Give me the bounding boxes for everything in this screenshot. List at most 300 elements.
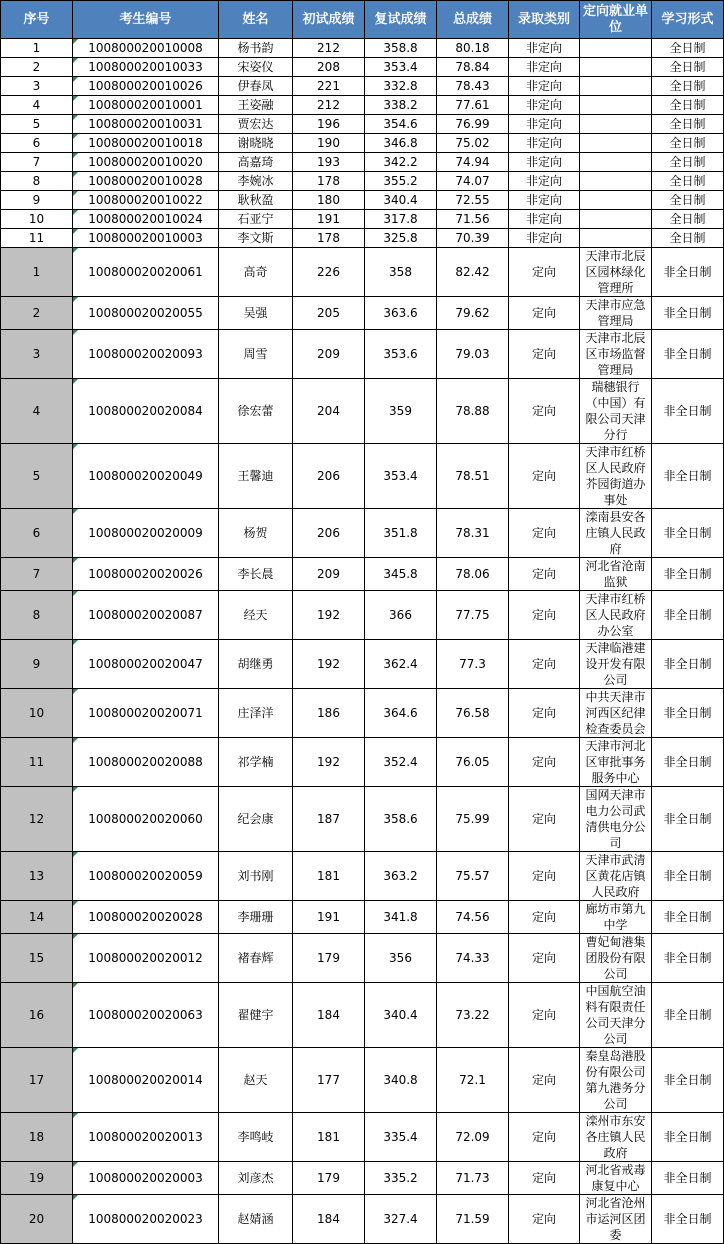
row-seq: 6 — [1, 509, 73, 558]
row-seq: 18 — [1, 1113, 73, 1162]
row-admission-type: 非定向 — [509, 172, 580, 191]
row-second-score: 355.2 — [365, 172, 437, 191]
row-seq: 7 — [1, 153, 73, 172]
table-row — [1, 509, 724, 558]
row-employer: 中国航空油料有限责任公司天津分公司 — [580, 983, 652, 1048]
row-name: 刘彦杰 — [219, 1162, 293, 1195]
row-name: 李长晨 — [219, 558, 293, 591]
table-row — [1, 191, 724, 210]
row-exam-id: 100800020020063 — [73, 983, 219, 1048]
row-name: 伊春凤 — [219, 77, 293, 96]
row-employer: 河北省戒毒康复中心 — [580, 1162, 652, 1195]
row-exam-id: 100800020020055 — [73, 297, 219, 330]
row-admission-type: 定向 — [509, 297, 580, 330]
table-row — [1, 787, 724, 852]
row-study-mode: 非全日制 — [652, 983, 724, 1048]
row-name: 王姿融 — [219, 96, 293, 115]
row-employer: 中共天津市河西区纪律检查委员会 — [580, 689, 652, 738]
row-study-mode: 非全日制 — [652, 1195, 724, 1244]
row-seq: 3 — [1, 330, 73, 379]
row-second-score: 363.2 — [365, 852, 437, 901]
row-total-score: 72.09 — [437, 1113, 509, 1162]
row-second-score: 359 — [365, 379, 437, 444]
row-employer — [580, 172, 652, 191]
row-employer: 瑞穗银行（中国）有限公司天津分行 — [580, 379, 652, 444]
table-row — [1, 134, 724, 153]
row-first-score: 191 — [293, 210, 365, 229]
row-exam-id: 100800020020009 — [73, 509, 219, 558]
row-first-score: 196 — [293, 115, 365, 134]
row-seq: 10 — [1, 689, 73, 738]
row-employer: 天津市北辰区园林绿化管理所 — [580, 248, 652, 297]
row-first-score: 177 — [293, 1048, 365, 1113]
row-name: 经天 — [219, 591, 293, 640]
row-exam-id: 100800020020023 — [73, 1195, 219, 1244]
row-first-score: 204 — [293, 379, 365, 444]
row-study-mode: 非全日制 — [652, 591, 724, 640]
table-row — [1, 330, 724, 379]
row-second-score: 340.8 — [365, 1048, 437, 1113]
row-first-score: 192 — [293, 591, 365, 640]
row-study-mode: 全日制 — [652, 210, 724, 229]
row-total-score: 78.84 — [437, 58, 509, 77]
row-employer: 天津市北辰区市场监督管理局 — [580, 330, 652, 379]
row-first-score: 192 — [293, 640, 365, 689]
table-row — [1, 852, 724, 901]
row-first-score: 212 — [293, 96, 365, 115]
table-row — [1, 901, 724, 934]
row-total-score: 75.57 — [437, 852, 509, 901]
row-name: 徐宏蕾 — [219, 379, 293, 444]
table-row — [1, 558, 724, 591]
row-admission-type: 定向 — [509, 509, 580, 558]
row-employer: 滦南县安各庄镇人民政府 — [580, 509, 652, 558]
table-row — [1, 297, 724, 330]
row-total-score: 71.59 — [437, 1195, 509, 1244]
row-seq: 4 — [1, 379, 73, 444]
row-study-mode: 非全日制 — [652, 1048, 724, 1113]
row-name: 胡继勇 — [219, 640, 293, 689]
table-row — [1, 96, 724, 115]
row-admission-type: 定向 — [509, 1195, 580, 1244]
row-first-score: 181 — [293, 852, 365, 901]
row-study-mode: 非全日制 — [652, 738, 724, 787]
row-employer — [580, 210, 652, 229]
row-name: 李鸣岐 — [219, 1113, 293, 1162]
row-study-mode: 非全日制 — [652, 934, 724, 983]
row-second-score: 366 — [365, 591, 437, 640]
row-name: 贾宏达 — [219, 115, 293, 134]
row-exam-id: 100800020020003 — [73, 1162, 219, 1195]
row-admission-type: 定向 — [509, 640, 580, 689]
col-header-exam-id: 考生编号 — [73, 1, 219, 39]
row-name: 刘书刚 — [219, 852, 293, 901]
row-seq: 3 — [1, 77, 73, 96]
row-second-score: 325.8 — [365, 229, 437, 248]
row-seq: 11 — [1, 738, 73, 787]
row-admission-type: 定向 — [509, 983, 580, 1048]
row-employer: 廊坊市第九中学 — [580, 901, 652, 934]
table-row — [1, 229, 724, 248]
row-employer — [580, 58, 652, 77]
row-exam-id: 100800020020084 — [73, 379, 219, 444]
row-second-score: 335.2 — [365, 1162, 437, 1195]
row-employer: 河北省沧南监狱 — [580, 558, 652, 591]
row-admission-type: 定向 — [509, 444, 580, 509]
row-exam-id: 100800020010033 — [73, 58, 219, 77]
row-name: 吴强 — [219, 297, 293, 330]
row-second-score: 362.4 — [365, 640, 437, 689]
row-exam-id: 100800020020012 — [73, 934, 219, 983]
row-name: 王馨迪 — [219, 444, 293, 509]
row-admission-type: 定向 — [509, 248, 580, 297]
row-study-mode: 非全日制 — [652, 248, 724, 297]
row-total-score: 78.06 — [437, 558, 509, 591]
row-name: 纪会康 — [219, 787, 293, 852]
row-admission-type: 定向 — [509, 330, 580, 379]
row-seq: 8 — [1, 591, 73, 640]
row-study-mode: 非全日制 — [652, 330, 724, 379]
row-employer: 天津市武清区黄花店镇人民政府 — [580, 852, 652, 901]
row-total-score: 76.99 — [437, 115, 509, 134]
row-admission-type: 定向 — [509, 787, 580, 852]
table-row — [1, 444, 724, 509]
row-total-score: 71.73 — [437, 1162, 509, 1195]
row-total-score: 76.05 — [437, 738, 509, 787]
row-study-mode: 非全日制 — [652, 1162, 724, 1195]
row-exam-id: 100800020010018 — [73, 134, 219, 153]
row-first-score: 180 — [293, 191, 365, 210]
row-second-score: 341.8 — [365, 901, 437, 934]
row-first-score: 208 — [293, 58, 365, 77]
row-exam-id: 100800020020061 — [73, 248, 219, 297]
row-total-score: 77.75 — [437, 591, 509, 640]
row-second-score: 345.8 — [365, 558, 437, 591]
row-name: 翟健宇 — [219, 983, 293, 1048]
table-row — [1, 689, 724, 738]
table-row — [1, 1195, 724, 1244]
row-seq: 14 — [1, 901, 73, 934]
row-second-score: 358.8 — [365, 39, 437, 58]
row-name: 庄泽洋 — [219, 689, 293, 738]
row-admission-type: 非定向 — [509, 229, 580, 248]
row-name: 李珊珊 — [219, 901, 293, 934]
row-second-score: 352.4 — [365, 738, 437, 787]
row-admission-type: 非定向 — [509, 153, 580, 172]
row-admission-type: 定向 — [509, 1113, 580, 1162]
row-employer: 国网天津市电力公司武清供电分公司 — [580, 787, 652, 852]
row-employer: 天津市红桥区人民政府芥园街道办事处 — [580, 444, 652, 509]
row-study-mode: 全日制 — [652, 96, 724, 115]
row-seq: 13 — [1, 852, 73, 901]
row-exam-id: 100800020020087 — [73, 591, 219, 640]
row-study-mode: 非全日制 — [652, 509, 724, 558]
row-name: 李文斯 — [219, 229, 293, 248]
row-name: 褚春辉 — [219, 934, 293, 983]
row-admission-type: 定向 — [509, 558, 580, 591]
row-exam-id: 100800020020060 — [73, 787, 219, 852]
row-exam-id: 100800020020071 — [73, 689, 219, 738]
row-first-score: 191 — [293, 901, 365, 934]
row-employer — [580, 134, 652, 153]
row-study-mode: 全日制 — [652, 134, 724, 153]
row-name: 杨书韵 — [219, 39, 293, 58]
row-exam-id: 100800020020047 — [73, 640, 219, 689]
row-second-score: 332.8 — [365, 77, 437, 96]
row-exam-id: 100800020010001 — [73, 96, 219, 115]
row-employer: 天津市应急管理局 — [580, 297, 652, 330]
row-employer — [580, 115, 652, 134]
row-admission-type: 定向 — [509, 689, 580, 738]
row-total-score: 78.51 — [437, 444, 509, 509]
row-exam-id: 100800020020026 — [73, 558, 219, 591]
row-employer: 滦州市东安各庄镇人民政府 — [580, 1113, 652, 1162]
row-admission-type: 定向 — [509, 379, 580, 444]
row-study-mode: 全日制 — [652, 172, 724, 191]
row-second-score: 338.2 — [365, 96, 437, 115]
table-row — [1, 934, 724, 983]
row-seq: 16 — [1, 983, 73, 1048]
row-study-mode: 非全日制 — [652, 297, 724, 330]
row-study-mode: 非全日制 — [652, 901, 724, 934]
row-seq: 7 — [1, 558, 73, 591]
row-seq: 12 — [1, 787, 73, 852]
row-admission-type: 定向 — [509, 1162, 580, 1195]
table-row — [1, 248, 724, 297]
row-admission-type: 非定向 — [509, 39, 580, 58]
col-header-study-mode: 学习形式 — [652, 1, 724, 39]
row-exam-id: 100800020020093 — [73, 330, 219, 379]
row-admission-type: 非定向 — [509, 58, 580, 77]
row-total-score: 78.43 — [437, 77, 509, 96]
row-employer: 天津市红桥区人民政府办公室 — [580, 591, 652, 640]
row-second-score: 327.4 — [365, 1195, 437, 1244]
row-name: 谢晓晓 — [219, 134, 293, 153]
row-first-score: 206 — [293, 444, 365, 509]
row-exam-id: 100800020010028 — [73, 172, 219, 191]
row-total-score: 76.58 — [437, 689, 509, 738]
row-study-mode: 全日制 — [652, 153, 724, 172]
row-second-score: 353.6 — [365, 330, 437, 379]
row-exam-id: 100800020010026 — [73, 77, 219, 96]
row-employer — [580, 191, 652, 210]
row-first-score: 179 — [293, 1162, 365, 1195]
row-second-score: 335.4 — [365, 1113, 437, 1162]
row-admission-type: 非定向 — [509, 77, 580, 96]
row-second-score: 363.6 — [365, 297, 437, 330]
row-second-score: 346.8 — [365, 134, 437, 153]
row-name: 杨贺 — [219, 509, 293, 558]
row-seq: 10 — [1, 210, 73, 229]
row-total-score: 78.31 — [437, 509, 509, 558]
row-total-score: 73.22 — [437, 983, 509, 1048]
row-second-score: 353.4 — [365, 444, 437, 509]
table-row — [1, 1113, 724, 1162]
row-exam-id: 100800020010031 — [73, 115, 219, 134]
row-exam-id: 100800020010003 — [73, 229, 219, 248]
col-header-admission-type: 录取类别 — [509, 1, 580, 39]
row-employer — [580, 96, 652, 115]
row-seq: 11 — [1, 229, 73, 248]
row-seq: 20 — [1, 1195, 73, 1244]
row-exam-id: 100800020020014 — [73, 1048, 219, 1113]
row-first-score: 178 — [293, 229, 365, 248]
row-seq: 15 — [1, 934, 73, 983]
row-first-score: 205 — [293, 297, 365, 330]
row-second-score: 353.4 — [365, 58, 437, 77]
row-employer: 河北省沧州市运河区团委 — [580, 1195, 652, 1244]
row-total-score: 72.55 — [437, 191, 509, 210]
row-second-score: 317.8 — [365, 210, 437, 229]
row-employer: 天津市河北区审批事务服务中心 — [580, 738, 652, 787]
row-exam-id: 100800020020059 — [73, 852, 219, 901]
row-total-score: 71.56 — [437, 210, 509, 229]
row-second-score: 358.6 — [365, 787, 437, 852]
row-employer — [580, 39, 652, 58]
row-employer — [580, 229, 652, 248]
row-employer: 秦皇岛港股份有限公司第九港务分公司 — [580, 1048, 652, 1113]
row-second-score: 356 — [365, 934, 437, 983]
row-second-score: 342.2 — [365, 153, 437, 172]
row-total-score: 79.03 — [437, 330, 509, 379]
row-seq: 9 — [1, 191, 73, 210]
row-name: 周雪 — [219, 330, 293, 379]
row-admission-type: 定向 — [509, 1048, 580, 1113]
row-seq: 1 — [1, 248, 73, 297]
row-seq: 1 — [1, 39, 73, 58]
row-study-mode: 非全日制 — [652, 852, 724, 901]
row-name: 耿秋盈 — [219, 191, 293, 210]
row-admission-type: 非定向 — [509, 210, 580, 229]
row-first-score: 187 — [293, 787, 365, 852]
row-total-score: 78.88 — [437, 379, 509, 444]
row-name: 赵天 — [219, 1048, 293, 1113]
row-seq: 8 — [1, 172, 73, 191]
table-header — [1, 1, 724, 39]
row-seq: 9 — [1, 640, 73, 689]
row-admission-type: 非定向 — [509, 191, 580, 210]
row-name: 高奇 — [219, 248, 293, 297]
row-first-score: 193 — [293, 153, 365, 172]
row-exam-id: 100800020010008 — [73, 39, 219, 58]
row-first-score: 206 — [293, 509, 365, 558]
row-admission-type: 定向 — [509, 591, 580, 640]
row-name: 石亚宁 — [219, 210, 293, 229]
row-second-score: 354.6 — [365, 115, 437, 134]
col-header-total-score: 总成绩 — [437, 1, 509, 39]
row-exam-id: 100800020010024 — [73, 210, 219, 229]
row-first-score: 190 — [293, 134, 365, 153]
row-study-mode: 全日制 — [652, 115, 724, 134]
row-employer: 天津临港建设开发有限公司 — [580, 640, 652, 689]
row-study-mode: 非全日制 — [652, 1113, 724, 1162]
row-first-score: 209 — [293, 330, 365, 379]
row-total-score: 77.3 — [437, 640, 509, 689]
row-total-score: 74.33 — [437, 934, 509, 983]
table-row — [1, 983, 724, 1048]
row-seq: 5 — [1, 115, 73, 134]
table-row — [1, 115, 724, 134]
table-row — [1, 1048, 724, 1113]
row-admission-type: 非定向 — [509, 115, 580, 134]
table-body — [1, 39, 724, 1244]
header-row — [1, 1, 724, 39]
table-row — [1, 77, 724, 96]
row-admission-type: 非定向 — [509, 134, 580, 153]
row-study-mode: 全日制 — [652, 229, 724, 248]
row-second-score: 358 — [365, 248, 437, 297]
row-study-mode: 全日制 — [652, 58, 724, 77]
row-study-mode: 非全日制 — [652, 558, 724, 591]
row-name: 李婉冰 — [219, 172, 293, 191]
row-total-score: 72.1 — [437, 1048, 509, 1113]
row-employer: 曹妃甸港集团股份有限公司 — [580, 934, 652, 983]
table-row — [1, 1162, 724, 1195]
row-seq: 2 — [1, 58, 73, 77]
row-first-score: 179 — [293, 934, 365, 983]
row-employer — [580, 77, 652, 96]
row-first-score: 184 — [293, 1195, 365, 1244]
row-employer — [580, 153, 652, 172]
col-header-name: 姓名 — [219, 1, 293, 39]
row-exam-id: 100800020020028 — [73, 901, 219, 934]
row-seq: 19 — [1, 1162, 73, 1195]
table-row — [1, 738, 724, 787]
row-study-mode: 全日制 — [652, 77, 724, 96]
row-exam-id: 100800020020088 — [73, 738, 219, 787]
row-name: 祁学楠 — [219, 738, 293, 787]
table-row — [1, 172, 724, 191]
row-first-score: 181 — [293, 1113, 365, 1162]
row-admission-type: 定向 — [509, 934, 580, 983]
row-second-score: 340.4 — [365, 191, 437, 210]
row-first-score: 184 — [293, 983, 365, 1048]
row-study-mode: 非全日制 — [652, 787, 724, 852]
row-study-mode: 全日制 — [652, 39, 724, 58]
table-row — [1, 58, 724, 77]
row-name: 赵婧涵 — [219, 1195, 293, 1244]
table-row — [1, 153, 724, 172]
row-first-score: 221 — [293, 77, 365, 96]
row-first-score: 209 — [293, 558, 365, 591]
row-first-score: 192 — [293, 738, 365, 787]
row-exam-id: 100800020020013 — [73, 1113, 219, 1162]
row-seq: 2 — [1, 297, 73, 330]
row-admission-type: 非定向 — [509, 96, 580, 115]
col-header-seq: 序号 — [1, 1, 73, 39]
row-admission-type: 定向 — [509, 852, 580, 901]
table-row — [1, 591, 724, 640]
row-total-score: 75.02 — [437, 134, 509, 153]
row-first-score: 226 — [293, 248, 365, 297]
row-seq: 4 — [1, 96, 73, 115]
row-second-score: 364.6 — [365, 689, 437, 738]
row-study-mode: 非全日制 — [652, 640, 724, 689]
col-header-employer: 定向就业单位 — [580, 1, 652, 39]
row-total-score: 79.62 — [437, 297, 509, 330]
row-first-score: 212 — [293, 39, 365, 58]
row-admission-type: 定向 — [509, 738, 580, 787]
row-study-mode: 非全日制 — [652, 689, 724, 738]
row-exam-id: 100800020010020 — [73, 153, 219, 172]
table-row — [1, 379, 724, 444]
row-seq: 17 — [1, 1048, 73, 1113]
row-admission-type: 定向 — [509, 901, 580, 934]
row-study-mode: 全日制 — [652, 191, 724, 210]
row-total-score: 74.56 — [437, 901, 509, 934]
row-first-score: 178 — [293, 172, 365, 191]
row-second-score: 340.4 — [365, 983, 437, 1048]
